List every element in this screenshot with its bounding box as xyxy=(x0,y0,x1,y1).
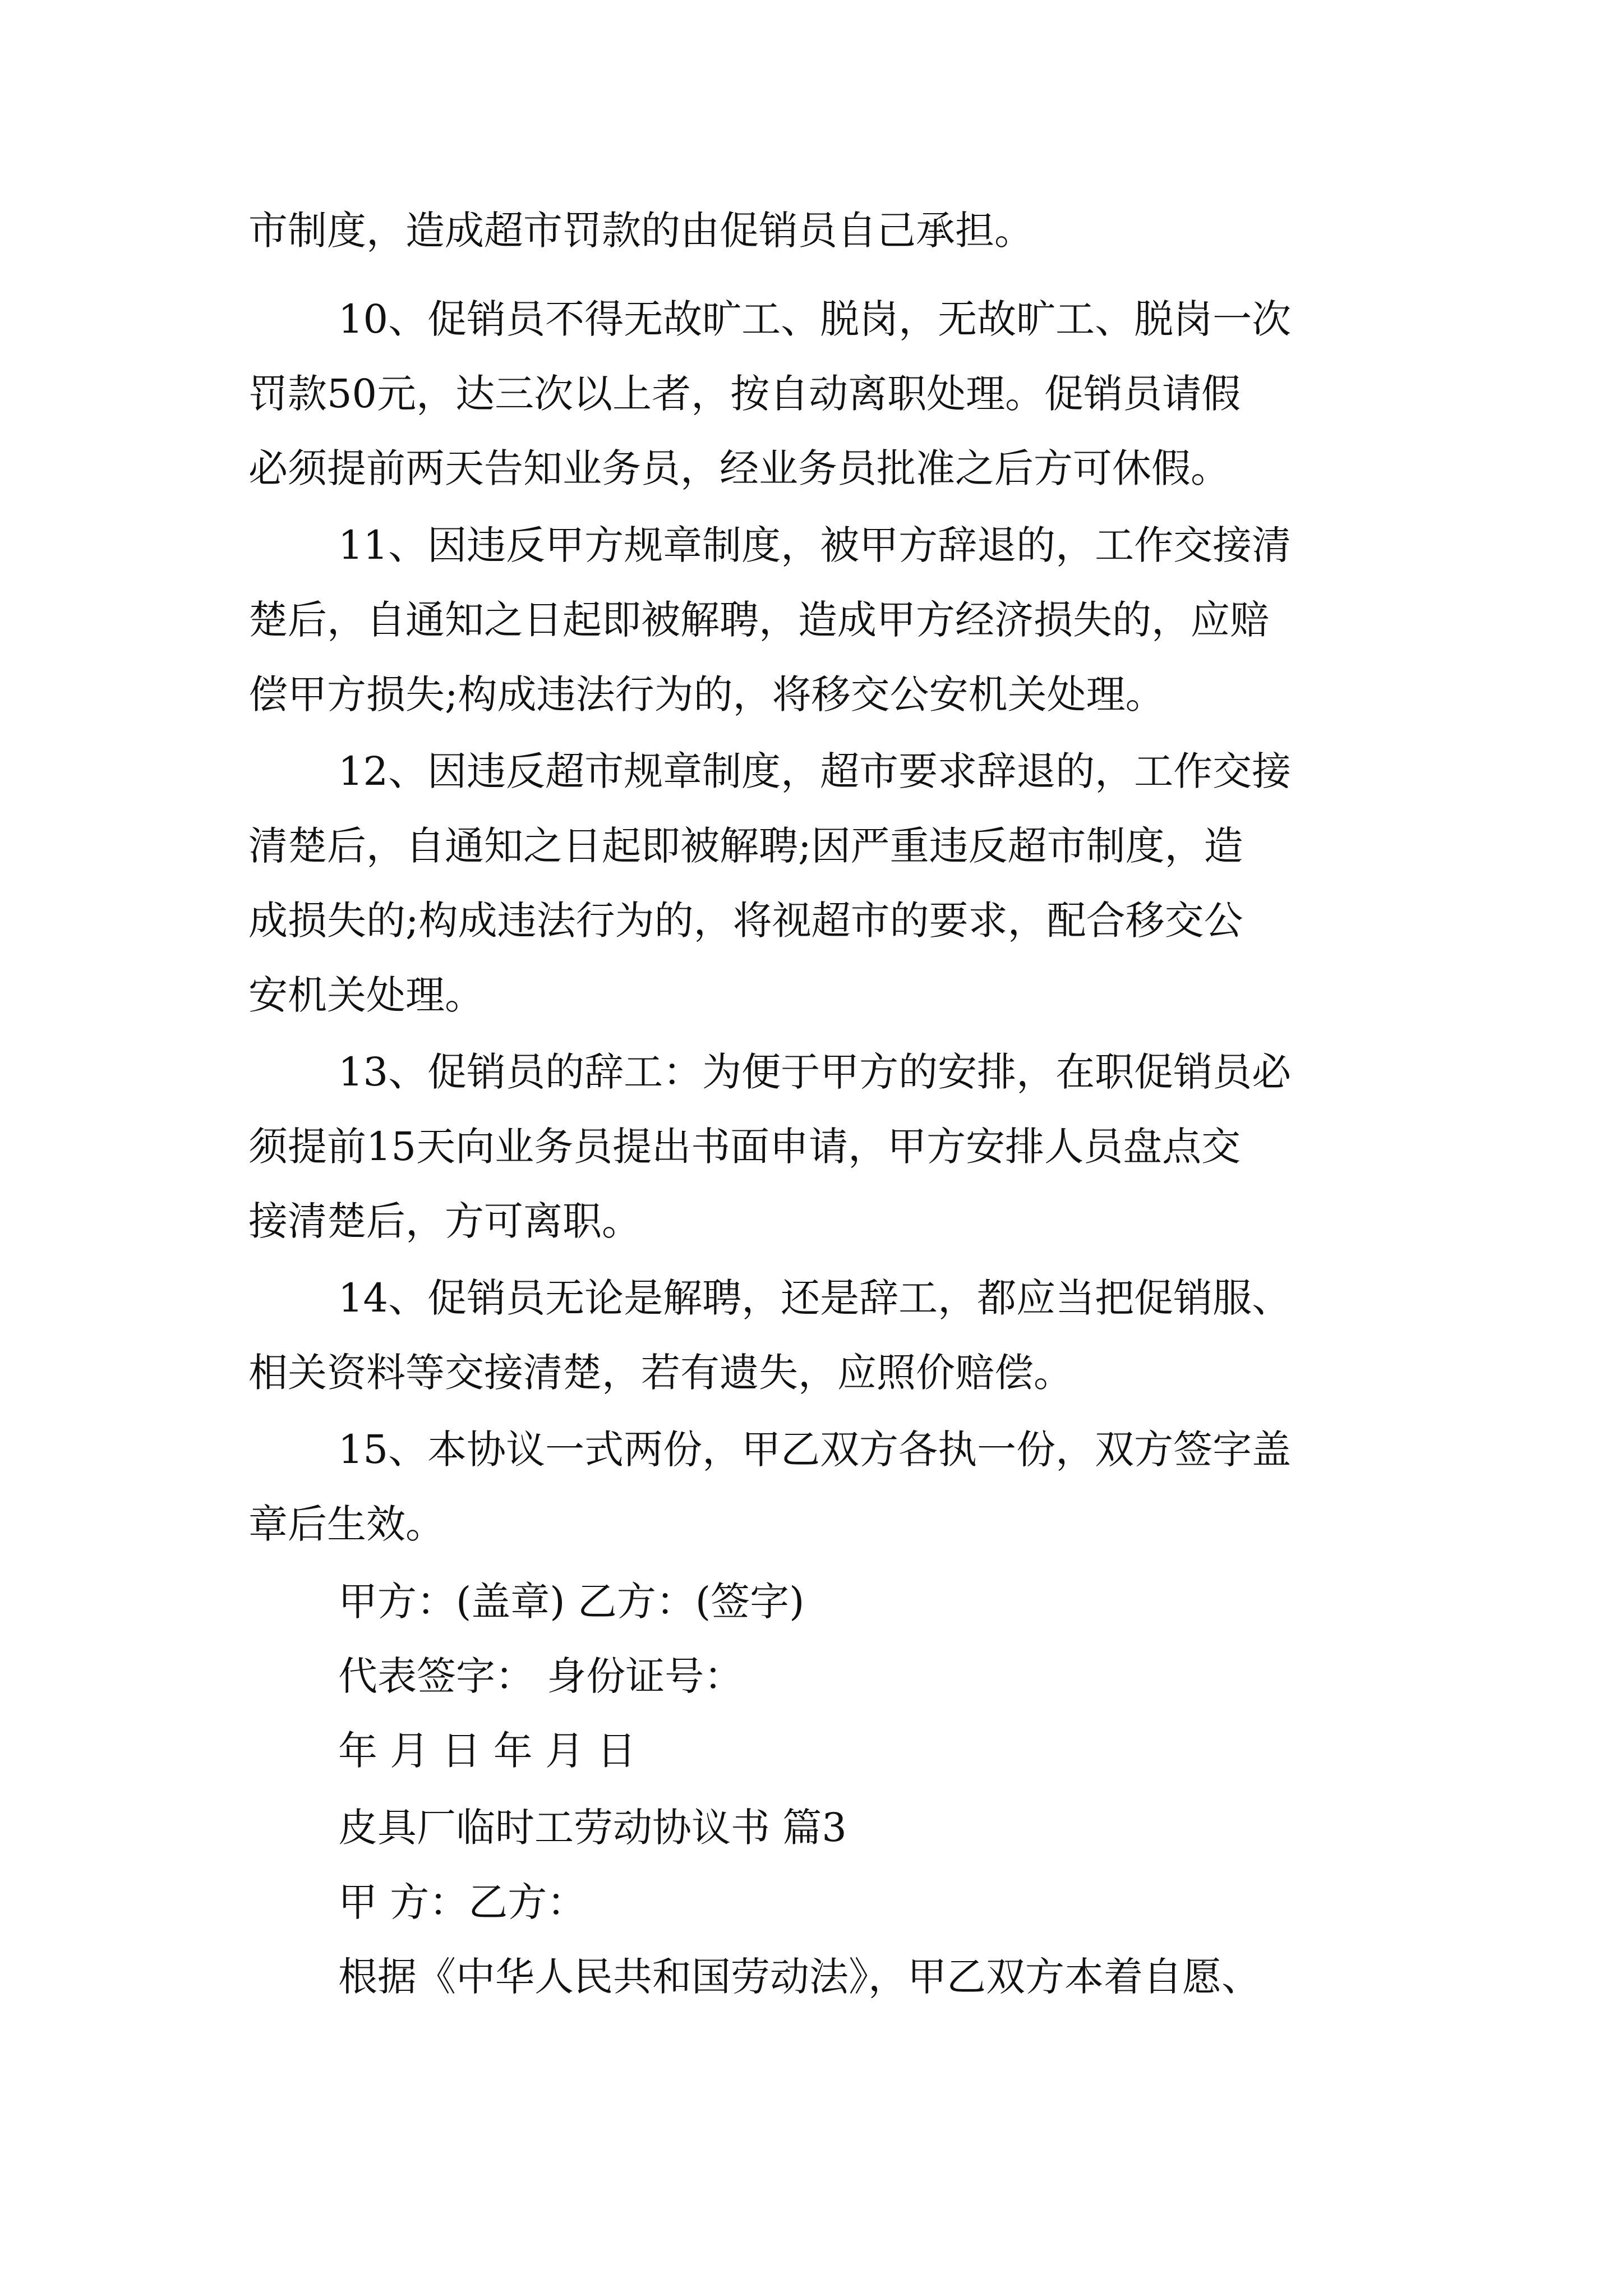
paragraph-line: 罚款50元，达三次以上者，按自动离职处理。促销员请假 xyxy=(248,371,1241,417)
paragraph-line: 楚后，自通知之日起即被解聘，造成甲方经济损失的，应赔 xyxy=(248,597,1269,643)
paragraph-line: 根据《中华人民共和国劳动法》，甲乙双方本着自愿、 xyxy=(338,1954,1261,2000)
paragraph-line: 12、因违反超市规章制度，超市要求辞退的，工作交接 xyxy=(338,748,1292,794)
paragraph-line: 须提前15天向业务员提出书面申请，甲方安排人员盘点交 xyxy=(248,1124,1241,1170)
party-line: 甲 方：乙方： xyxy=(338,1879,587,1925)
paragraph-line: 15、本协议一式两份，甲乙双方各执一份，双方签字盖 xyxy=(338,1427,1292,1473)
paragraph-line: 14、促销员无论是解聘，还是辞工，都应当把促销服、 xyxy=(338,1275,1292,1321)
paragraph-line: 安机关处理。 xyxy=(248,972,484,1018)
paragraph-line: 相关资料等交接清楚，若有遗失，应照价赔偿。 xyxy=(248,1350,1073,1396)
paragraph-line: 清楚后，自通知之日起即被解聘;因严重违反超市制度，造 xyxy=(248,823,1243,869)
paragraph-line: 市制度，造成超市罚款的由促销员自己承担。 xyxy=(248,208,1034,254)
paragraph-line: 成损失的;构成违法行为的，将视超市的要求，配合移交公 xyxy=(248,898,1243,944)
paragraph-line: 章后生效。 xyxy=(248,1501,445,1547)
signature-date-line: 年 月 日 年 月 日 xyxy=(338,1728,637,1774)
paragraph-line: 13、促销员的辞工：为便于甲方的安排，在职促销员必 xyxy=(338,1049,1292,1095)
signature-id-line: 代表签字： 身份证号： xyxy=(338,1653,744,1699)
paragraph-line: 11、因违反甲方规章制度，被甲方辞退的，工作交接清 xyxy=(338,522,1292,568)
signature-party-line: 甲方：(盖章) 乙方：(签字) xyxy=(338,1579,805,1625)
paragraph-line: 10、促销员不得无故旷工、脱岗，无故旷工、脱岗一次 xyxy=(338,296,1292,342)
paragraph-line: 偿甲方损失;构成违法行为的，将移交公安机关处理。 xyxy=(248,671,1165,717)
paragraph-line: 接清楚后，方可离职。 xyxy=(248,1198,641,1244)
paragraph-line: 必须提前两天告知业务员，经业务员批准之后方可休假。 xyxy=(248,445,1230,491)
section-title: 皮具厂临时工劳动协议书 篇3 xyxy=(338,1805,847,1851)
